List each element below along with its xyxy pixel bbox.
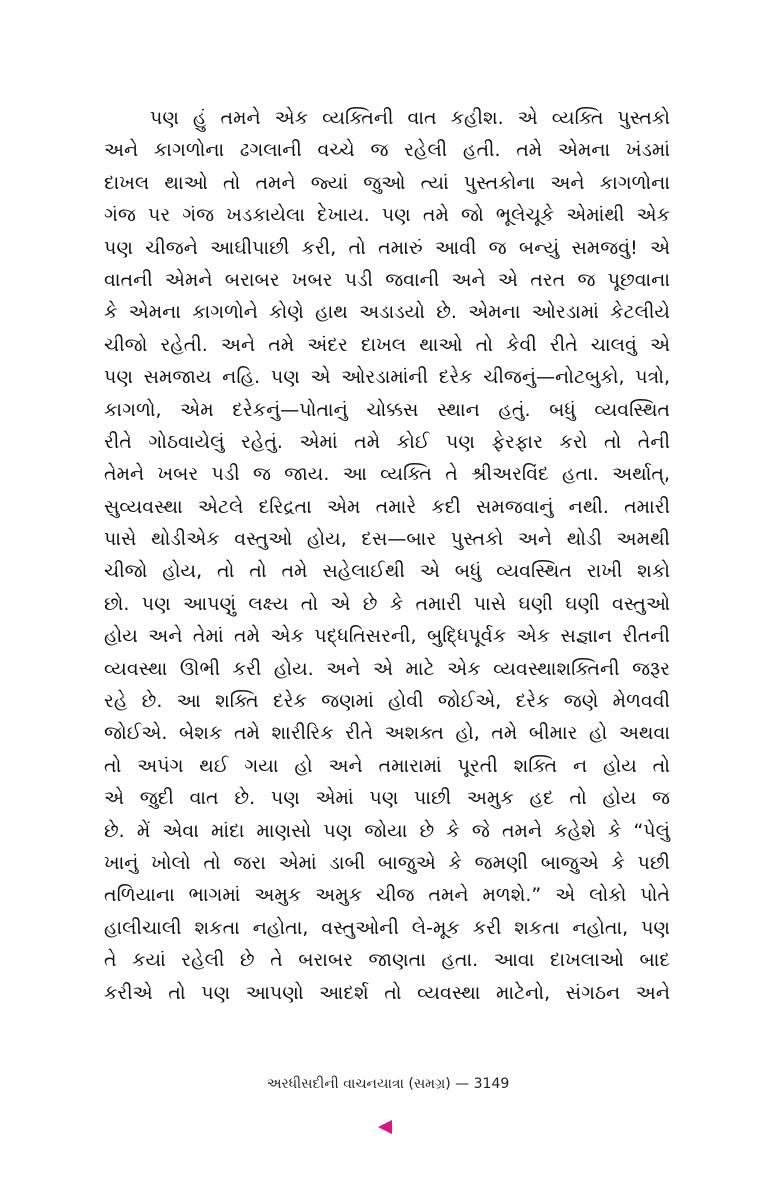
text-line: પણ ચીજને આઘીપાછી કરી, તો તમારું આવી જ બન્યું સમજવું! એ: [104, 236, 670, 259]
text-line: તેમને ખબર પડી જ જાય. આ વ્યક્તિ તે શ્રીઅરવિંદ હતા. અર્થાત્,: [104, 463, 670, 486]
text-line: તે કયાં રહેલી છે તે બરાબર જાણતા હતા. આવા દાખલાઓ બાદ: [104, 949, 670, 972]
text-line: પાસે થોડીએક વસ્તુઓ હોય, દસ—બાર પુસ્તકો અને થોડી અમથી: [104, 528, 670, 551]
text-line: ચીજો હોય, તો તો તમે સહેલાઈથી એ બધું વ્યવસ્થિત રાખી શકો: [104, 560, 670, 583]
body-text: [104, 102, 670, 1009]
text-line: છે. મેં એવા માંદા માણસો પણ જોયા છે કે જે તમને કહેશે કે “પેલું: [104, 819, 670, 842]
text-line: વ્યવસ્થા ઊભી કરી હોય. અને એ માટે એક વ્યવસ્થાશક્તિની જરૂર: [104, 657, 670, 680]
text-line: સુવ્યવસ્થા એટલે દરિદ્રતા એમ તમારે કદી સમજવાનું નથી. તમારી: [104, 495, 670, 518]
text-line: કરીએ તો પણ આપણો આદર્શ તો વ્યવસ્થા માટેનો, સંગઠન અને: [104, 981, 670, 1004]
text-line: પણ સમજાય નહિ. પણ એ ઓરડામાંની દરેક ચીજનું—નોટબુકો, પત્રો,: [104, 366, 670, 389]
text-line: ગંજ પર ગંજ ખડકાયેલા દેખાય. પણ તમે જો ભૂલેચૂકે એમાંથી એક: [104, 204, 670, 227]
text-line: દાખલ થાઓ તો તમને જ્યાં જુઓ ત્યાં પુસ્તકોના અને કાગળોના: [104, 171, 670, 194]
text-line: કે એમના કાગળોને કોણે હાથ અડાડયો છે. એમના ઓરડામાં કેટલીયે: [104, 301, 670, 324]
text-line: તો અપંગ થઈ ગયા હો અને તમારામાં પૂરતી શક્તિ ન હોય તો: [104, 754, 670, 777]
text-line: રીતે ગોઠવાયેલું રહેતું. એમાં તમે કોઈ પણ ફેરફાર કરો તો તેની: [104, 430, 670, 453]
text-line: તળિયાના ભાગમાં અમુક અમુક ચીજ તમને મળશે.” એ લોકો પોતે: [104, 884, 670, 907]
previous-page-arrow-icon[interactable]: [378, 1120, 392, 1134]
text-line: એ જુદી વાત છે. પણ એમાં પણ પાછી અમુક હદ તો હોય જ: [104, 787, 670, 810]
text-line: વાતની એમને બરાબર ખબર પડી જવાની અને એ તરત જ પૂછવાના: [104, 268, 670, 291]
text-line: રહે છે. આ શક્તિ દરેક જણમાં હોવી જોઈએ, દરેક જણે મેળવવી: [104, 690, 670, 713]
text-line: કાગળો, એમ દરેકનું—પોતાનું ચોક્કસ સ્થાન હતું. બધું વ્યવસ્થિત: [104, 398, 670, 421]
text-line: હોય અને તેમાં તમે એક પદ્ધતિસરની, બુદ્ધિપૂર્વક એક સજ્ઞાન રીતની: [104, 625, 670, 648]
text-line: અને કાગળોના ઢગલાની વચ્ચે જ રહેલી હતી. તમે એમના ખંડમાં: [104, 139, 670, 162]
text-line: ચીજો રહેતી. અને તમે અંદર દાખલ થાઓ તો કેવી રીતે ચાલવું એ: [104, 333, 670, 356]
text-line: છો. પણ આપણું લક્ષ્ય તો એ છે કે તમારી પાસે ઘણી ઘણી વસ્તુઓ: [104, 592, 670, 615]
page-footer: અરધીસદીની વાચનયાત્રા (સમગ્ર) — 3149: [266, 1076, 510, 1092]
text-line: હાલીચાલી શકતા નહોતા, વસ્તુઓની લે-મૂક કરી શકતા નહોતા, પણ: [104, 916, 670, 939]
text-line: ખાનું ખોલો તો જરા એમાં ડાબી બાજુએ કે જમણી બાજુએ કે પછી: [104, 851, 670, 874]
text-line: જોઈએ. બેશક તમે શારીરિક રીતે અશક્ત હો, તમે બીમાર હો અથવા: [104, 722, 670, 745]
text-line: પણ હું તમને એક વ્યક્તિની વાત કહીશ. એ વ્યક્તિ પુસ્તકો: [150, 107, 670, 129]
